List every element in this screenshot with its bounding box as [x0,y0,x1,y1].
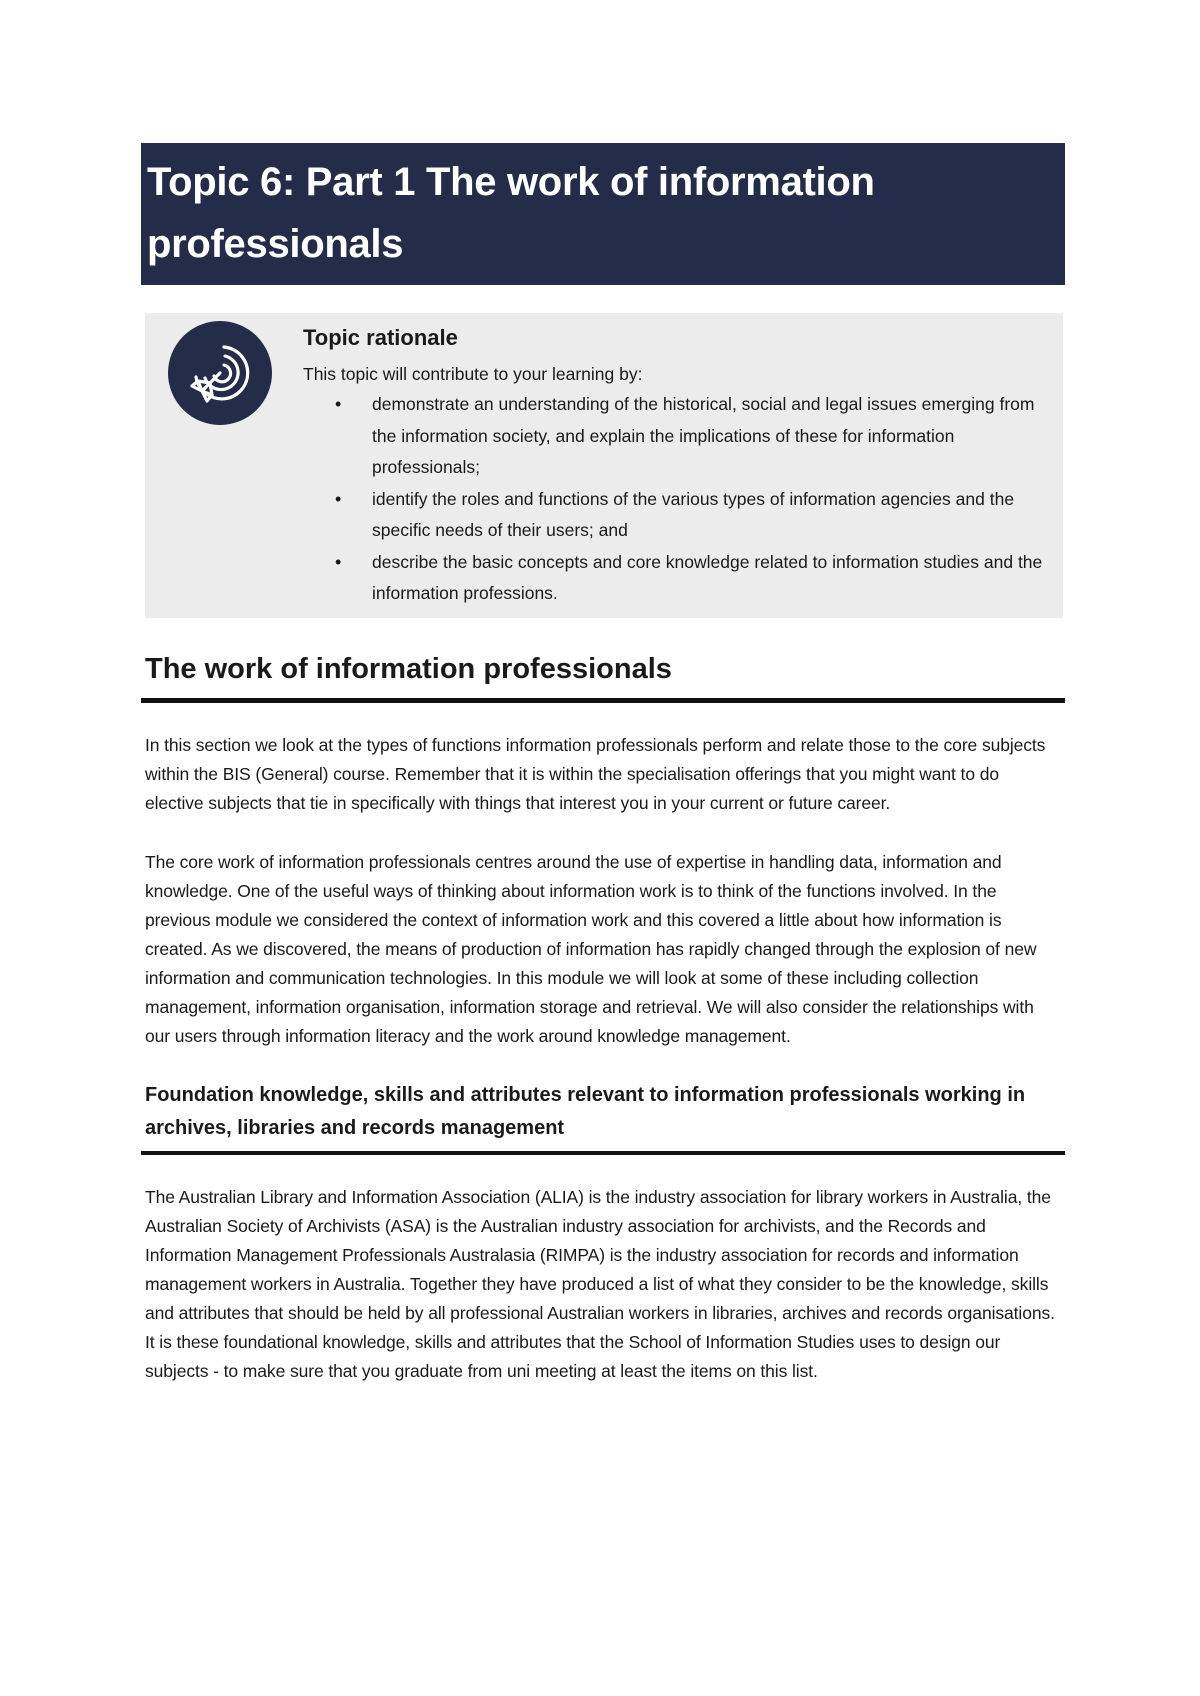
document-page [141,143,1065,1386]
body-paragraph: The Australian Library and Information Association (ALIA) is the industry association for library workers in Australia, the Australian Society of Archivists (ASA) is the Australian industry association for archivists, and the Records and Information Management Professionals Australasia (RIMPA) is the industry association for records and information management workers in Australia. Together they have produced a list of what they consider to be the knowledge, skills and attributes that should be held by all professional Australian workers in libraries, archives and records organisations. It is these foundational knowledge, skills and attributes that the School of Information Studies uses to design our subjects - to make sure that you graduate from uni meeting at least the items on this list. [145,1186,1055,1381]
body-paragraph: The core work of information professionals centres around the use of expertise in handling data, information and knowledge. One of the useful ways of thinking about information work is to think of the functions involved. In the previous module we considered the context of information work and this covered a little about how information is created. As we discovered, the means of production of information has rapidly changed through the explosion of new information and communication technologies. In this module we will look at some of these including collection management, information organisation, information storage and retrieval. We will also consider the relationships with our users through information literacy and the work around knowledge management. [145,851,1037,1046]
rationale-content [295,319,1063,610]
list-item [335,484,1043,547]
body-paragraph: In this section we look at the types of functions information professionals perform and relate those to the core subjects within the BIS (General) course. Remember that it is within the specialisation offerings that you might want to do elective subjects that tie in specifically with things that interest you in your current or future career. [145,734,1046,813]
rationale-icon-container [145,319,295,610]
topic-rationale-box [145,313,1063,618]
bullet-icon: • [335,488,342,509]
target-arrow-icon [168,321,272,425]
page-title: Topic 6: Part 1 The work of information professionals [141,143,1065,285]
list-item [335,389,1043,484]
list-item-text: describe the basic concepts and core knowledge related to information studies and the information professions. [372,551,1043,603]
subsection-heading: Foundation knowledge, skills and attributes relevant to information professionals working in archives, libraries and records management [141,1079,1065,1155]
rationale-intro: This topic will contribute to your learning by: [303,364,643,384]
list-item [335,547,1043,610]
rationale-heading: Topic rationale [303,325,458,350]
list-item-text: demonstrate an understanding of the historical, social and legal issues emerging from the information society, and explain the implications of these for information professionals; [372,394,1035,477]
list-item-text: identify the roles and functions of the various types of information agencies and the specific needs of their users; and [372,488,1015,540]
rationale-list [295,389,1043,610]
bullet-icon: • [335,394,342,414]
section-heading: The work of information professionals [141,648,1065,703]
bullet-icon: • [335,551,342,572]
